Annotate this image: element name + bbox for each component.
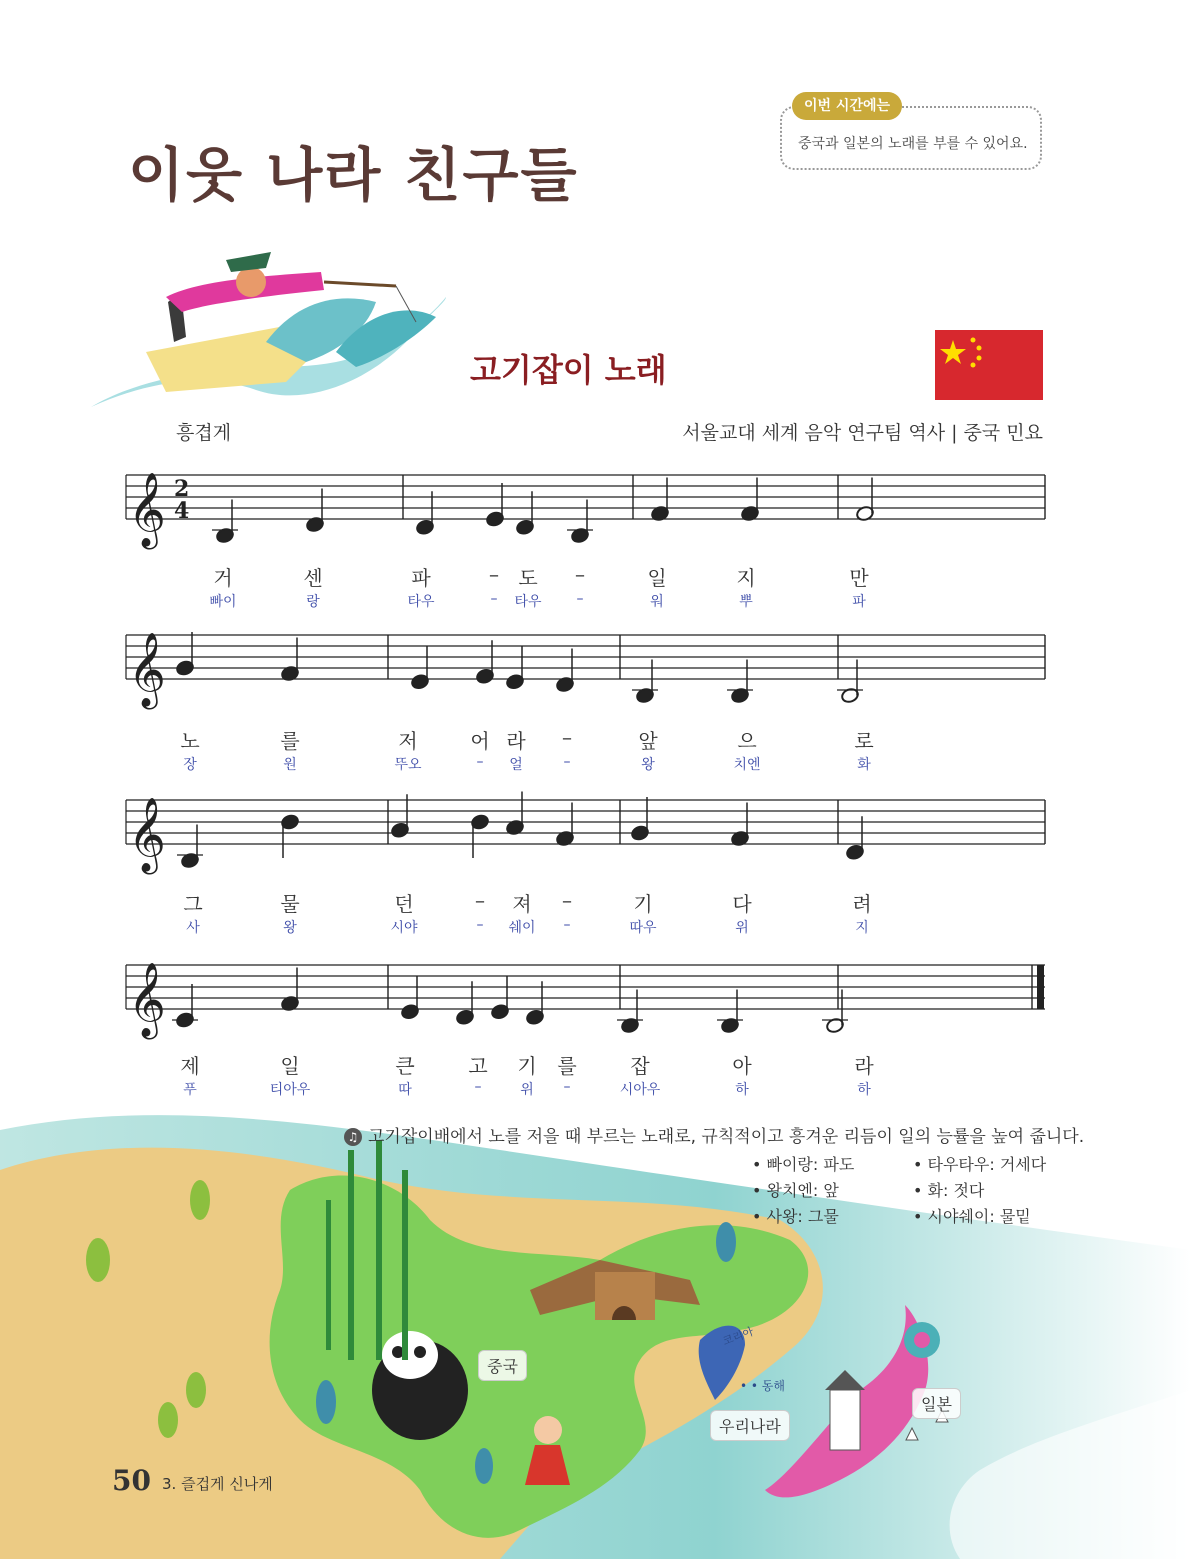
pronunciation-syllable: 왕 — [283, 920, 297, 936]
pronunciation-syllable: – — [476, 917, 484, 933]
pronunciation-syllable: 왕 — [641, 757, 655, 773]
lyric-syllable: 라 — [854, 1054, 874, 1078]
final-bar-thick — [1037, 965, 1044, 1009]
song-credit: 서울교대 세계 음악 연구팀 역사 | 중국 민요 — [682, 422, 1043, 444]
pronunciation-syllable: 타우 — [407, 594, 435, 610]
pronunciation-syllable: 뚜오 — [394, 757, 422, 773]
pronunciation-syllable: – — [563, 1079, 571, 1095]
pronunciation-syllable: 위 — [520, 1082, 534, 1098]
lyric-syllable: 제 — [180, 1054, 200, 1078]
pronunciation-syllable: 지 — [855, 920, 869, 936]
pronunciation-syllable: 시아우 — [619, 1082, 661, 1098]
lyric-syllable: 아 — [732, 1054, 752, 1078]
pronunciation-syllable: 얼 — [509, 757, 523, 773]
lyric-syllable: – — [475, 888, 485, 912]
lyric-syllable: 고 — [468, 1054, 488, 1078]
lyric-syllable: 지 — [736, 566, 756, 590]
pronunciation-syllable: 하 — [735, 1082, 749, 1098]
lyric-syllable: 기 — [633, 892, 653, 916]
pronunciation-syllable: 랑 — [306, 594, 320, 610]
lyric-syllable: 만 — [849, 566, 869, 590]
pronunciation-syllable: 치엔 — [733, 757, 761, 773]
lyric-syllable: 거 — [213, 566, 233, 590]
goal-text: 중국과 일본의 노래를 부를 수 있어요. — [798, 136, 1028, 152]
time-sig-top: 2 — [174, 476, 190, 502]
pronunciation-syllable: – — [563, 917, 571, 933]
map-label-china: 중국 — [478, 1350, 527, 1381]
lyric-syllable: 앞 — [638, 729, 658, 753]
pronunciation-syllable: 하 — [857, 1082, 871, 1098]
time-sig-bottom: 4 — [174, 498, 190, 524]
song-title: 고기잡이 노래 — [470, 351, 667, 389]
lyric-syllable: 파 — [411, 566, 431, 590]
map-label-japan: 일본 — [912, 1388, 961, 1419]
pronunciation-syllable: 타우 — [514, 594, 542, 610]
lyric-syllable: 도 — [518, 566, 538, 590]
lyric-syllable: 다 — [732, 892, 752, 916]
lyric-syllable: 그 — [183, 892, 203, 916]
pronunciation-syllable: – — [563, 754, 571, 770]
pronunciation-syllable: 위 — [735, 920, 749, 936]
lyric-syllable: 를 — [280, 729, 300, 753]
pronunciation-syllable: 시야 — [390, 920, 418, 936]
page-title: 이웃 나라 친구들 — [128, 141, 579, 209]
pronunciation-syllable: 장 — [183, 757, 197, 773]
lyric-syllable: 기 — [517, 1054, 537, 1078]
pronunciation-syllable: 워 — [650, 594, 664, 610]
pronunciation-syllable: 사 — [186, 920, 200, 936]
treble-clef: 𝄞 — [128, 633, 166, 707]
pronunciation-syllable: 티아우 — [269, 1082, 311, 1098]
lyric-syllable: 어 — [470, 729, 490, 753]
pronunciation-syllable: 파 — [852, 594, 866, 610]
lyric-syllable: 로 — [854, 729, 874, 753]
lyric-syllable: 으 — [737, 729, 757, 753]
lyric-syllable: 일 — [280, 1054, 300, 1078]
map-label-korea: 우리나라 — [710, 1410, 790, 1441]
pronunciation-syllable: 원 — [283, 757, 297, 773]
glossary-item: • 타우타우: 거세다 — [913, 1155, 1047, 1174]
lyric-syllable: – — [489, 562, 499, 586]
glossary-item: • 시야쉐이: 물밑 — [913, 1207, 1031, 1226]
pronunciation-syllable: 화 — [857, 757, 871, 773]
pronunciation-syllable: 따우 — [629, 920, 657, 936]
lyric-syllable: 큰 — [395, 1054, 415, 1078]
glossary-item: • 왕치엔: 앞 — [752, 1181, 839, 1200]
sea-label: 동해 — [761, 1379, 785, 1393]
glossary-item: • 사왕: 그물 — [752, 1207, 839, 1226]
pronunciation-syllable: – — [474, 1079, 482, 1095]
lyric-syllable: 던 — [394, 892, 414, 916]
china-flag — [935, 330, 1043, 400]
pronunciation-syllable: – — [490, 591, 498, 607]
tempo-marking: 흥겹게 — [176, 422, 232, 444]
pronunciation-syllable: 푸 — [183, 1082, 197, 1098]
lyric-syllable: 센 — [303, 566, 323, 590]
lyric-syllable: 잡 — [630, 1054, 650, 1078]
glossary-item: • 빠이랑: 파도 — [752, 1155, 855, 1174]
lyric-syllable: 물 — [280, 892, 300, 916]
treble-clef: 𝄞 — [128, 798, 166, 872]
lyric-syllable: – — [562, 888, 572, 912]
song-note — [344, 1122, 1084, 1147]
lyric-syllable: 려 — [852, 892, 872, 916]
song-note-text: 고기잡이배에서 노를 저을 때 부르는 노래로, 규칙적이고 흥겨운 리듬이 일의 능률을 높여 줍니다. — [368, 1127, 1085, 1147]
lyric-syllable: 저 — [398, 729, 418, 753]
pronunciation-syllable: 뿌 — [739, 594, 753, 610]
lyric-syllable: 를 — [557, 1054, 577, 1078]
treble-clef: 𝄞 — [128, 473, 166, 547]
lyric-syllable: – — [562, 725, 572, 749]
lyric-syllable: 라 — [506, 729, 526, 753]
glossary-item: • 화: 젓다 — [913, 1181, 985, 1200]
chapter-label: 3. 즐겁게 신나게 — [162, 1475, 273, 1493]
map-label-korea-tag: 코리아 — [720, 1324, 756, 1349]
music-note-icon: ♫ — [344, 1128, 362, 1146]
map-label-east-sea: • • 동해 — [740, 1379, 785, 1393]
lyric-syllable: 일 — [647, 566, 667, 590]
pronunciation-syllable: – — [576, 591, 584, 607]
fisherman-illustration — [86, 242, 451, 412]
lyric-syllable: 져 — [512, 892, 532, 916]
page-number: 50 — [112, 1464, 151, 1497]
pronunciation-syllable: 따 — [398, 1082, 412, 1098]
pronunciation-syllable: – — [476, 754, 484, 770]
pronunciation-syllable: 쉐이 — [508, 920, 536, 936]
pronunciation-syllable: 빠이 — [209, 594, 237, 610]
treble-clef: 𝄞 — [128, 963, 166, 1037]
lyric-syllable: – — [575, 562, 585, 586]
lyric-syllable: 노 — [180, 729, 200, 753]
music-score — [120, 455, 1050, 1095]
goal-badge: 이번 시간에는 — [792, 92, 902, 120]
